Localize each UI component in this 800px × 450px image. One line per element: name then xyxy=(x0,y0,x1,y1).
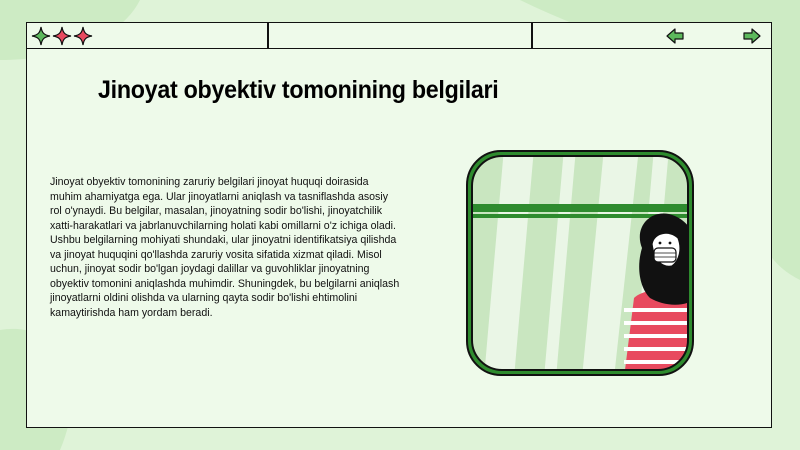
star-icon-green[interactable] xyxy=(31,26,51,46)
slide-body-text: Jinoyat obyektiv tomonining zaruriy belgilari jinoyat huquqi doirasida muhim ahamiyatga ega. Ular jinoyatlarni aniqlash va tasniflashda asosiy rol o'ynaydi. Bu belgilar, masalan, jinoyatning sodir bo'lishi, jinoyatchilik xatti-harakatlari va jabrlanuvchilarning holati kabi omillarni o'z ichiga oladi. Ushbu belgilarning mohiyati shundaki, ular jinoyatni identifikatsiya qilishda va jinoyat huquqini qo'llashda zaruriy vosita sifatida xizmat qiladi. Misol uchun, jinoyat sodir bo'lgan joydagi dalillar va guvohliklar jinoyatning obyektiv tomonini aniqlashda muhimdir. Shuningdek, bu belgilarni aniqlash jinoyatlarni oldini olishda va ularning qayta sodir bo'lishi ehtimolini kamaytirishda ham yordam beradi. xyxy=(50,176,400,319)
arrow-left-icon[interactable] xyxy=(665,27,685,45)
star-icon-red[interactable] xyxy=(52,26,72,46)
star-icon-red-2[interactable] xyxy=(73,26,93,46)
window-controls xyxy=(31,26,93,46)
window-illustration xyxy=(464,148,696,378)
window-titlebar xyxy=(27,23,771,49)
slide-title: Jinoyat obyektiv tomonining belgilari xyxy=(98,76,499,104)
titlebar-divider-2 xyxy=(531,23,533,48)
titlebar-divider-1 xyxy=(267,23,269,48)
arrow-right-icon[interactable] xyxy=(742,27,762,45)
